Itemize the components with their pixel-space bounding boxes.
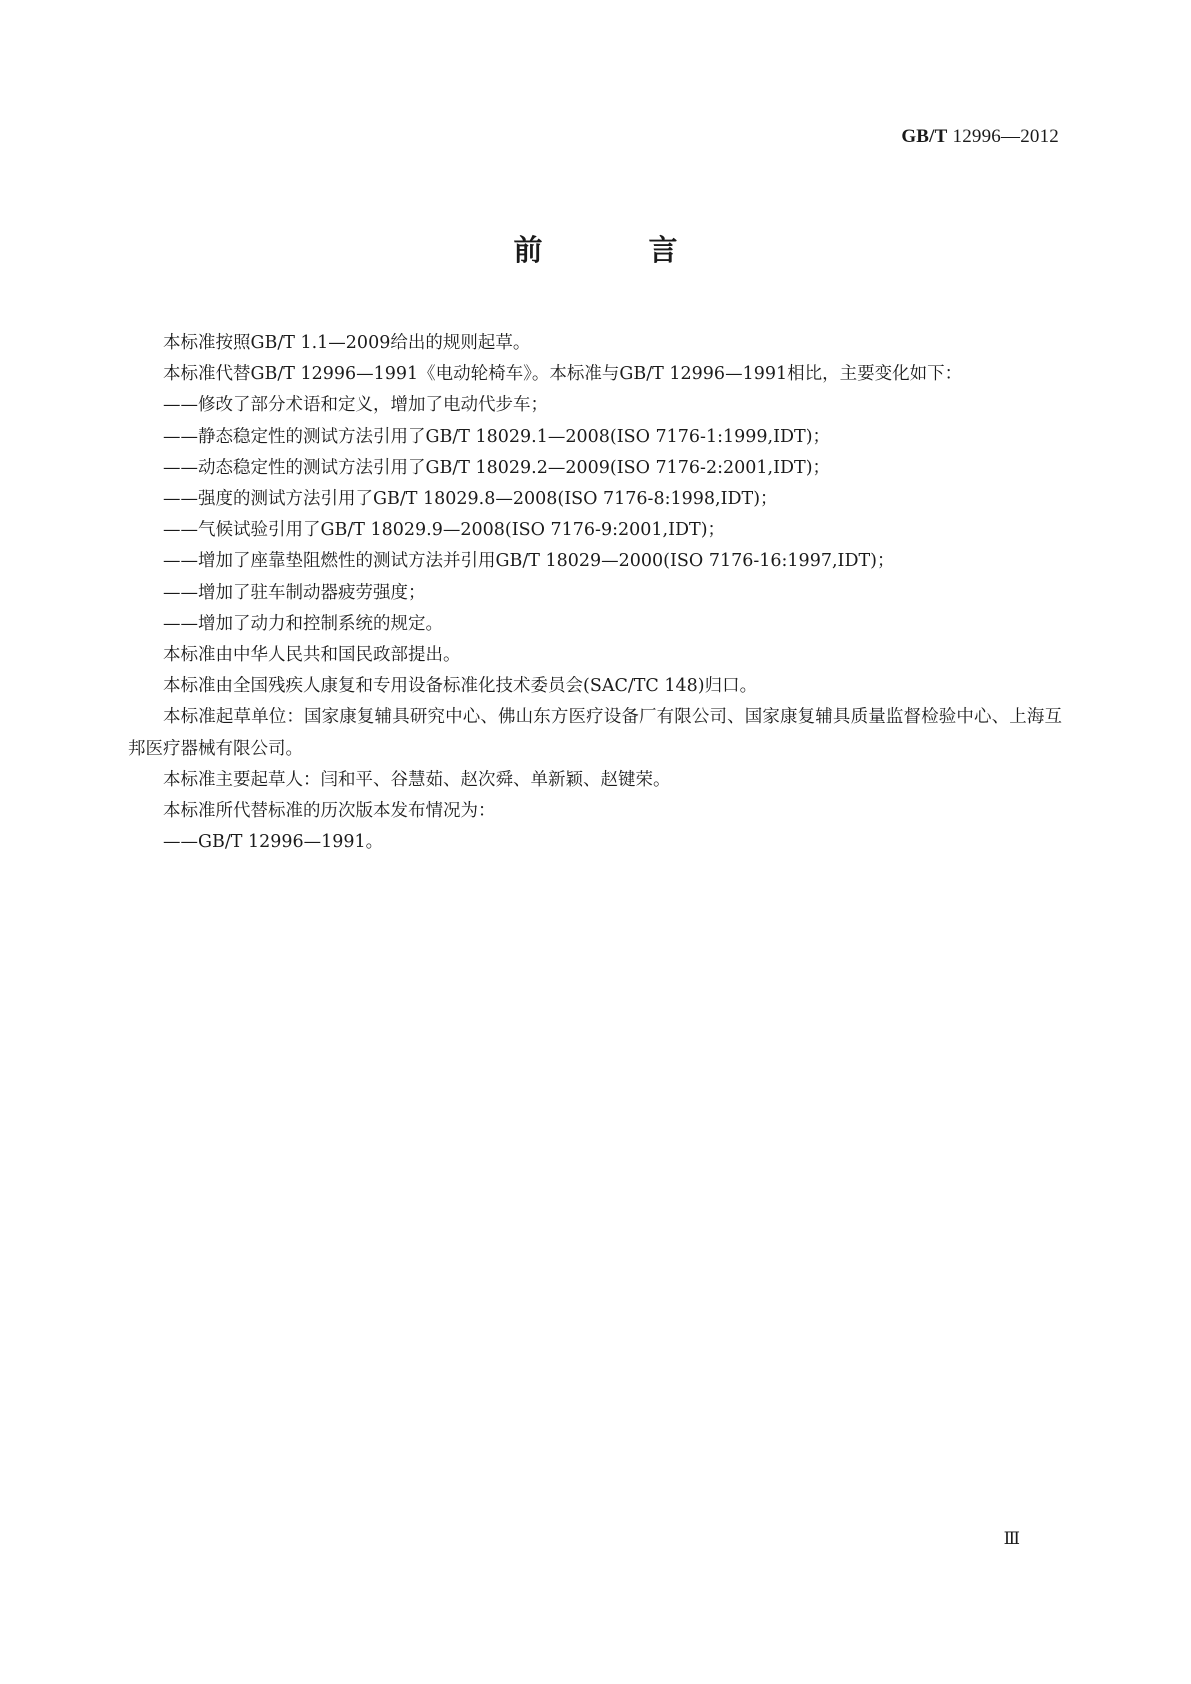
change-item: ——修改了部分术语和定义，增加了电动代步车； (163, 395, 548, 416)
paragraph-proposer: 本标准由中华人民共和国民政部提出。 (163, 645, 461, 666)
change-item: ——动态稳定性的测试方法引用了GB/T 18029.2—2009(ISO 7176-2:2001,IDT)； (163, 457, 831, 478)
standard-prefix: GB/T (901, 126, 948, 147)
change-item: ——静态稳定性的测试方法引用了GB/T 18029.1—2008(ISO 7176-1:1999,IDT)； (163, 426, 831, 447)
standard-number: 12996—2012 (952, 126, 1059, 147)
page-number: Ⅲ (1003, 1529, 1020, 1548)
standard-code-header (901, 126, 1059, 148)
paragraph-committee: 本标准由全国残疾人康复和专用设备标准化技术委员会(SAC/TC 148)归口。 (163, 676, 758, 697)
change-item: ——增加了动力和控制系统的规定。 (163, 613, 443, 634)
history-item: ——GB/T 12996—1991。 (163, 832, 384, 853)
change-item: ——增加了驻车制动器疲劳强度； (163, 582, 426, 603)
change-item: ——增加了座靠垫阻燃性的测试方法并引用GB/T 18029—2000(ISO 7176-16:1997,IDT)； (163, 551, 895, 572)
paragraph-drafting-rules: 本标准按照GB/T 1.1—2009给出的规则起草。 (163, 333, 531, 353)
change-item: ——强度的测试方法引用了GB/T 18029.8—2008(ISO 7176-8:1998,IDT)； (163, 489, 778, 510)
foreword-body (128, 328, 1062, 858)
paragraph-drafters: 本标准主要起草人：闫和平、谷慧茹、赵次舜、单新颖、赵键荣。 (163, 769, 671, 790)
paragraph-replacement: 本标准代替GB/T 12996—1991《电动轮椅车》。本标准与GB/T 12996—1991相比，主要变化如下： (163, 364, 963, 385)
paragraph-history: 本标准所代替标准的历次版本发布情况为： (163, 801, 496, 822)
page-title: 前 言 (513, 233, 726, 267)
change-item: ——气候试验引用了GB/T 18029.9—2008(ISO 7176-9:2001,IDT)； (163, 520, 726, 541)
paragraph-drafting-units: 本标准起草单位：国家康复辅具研究中心、佛山东方医疗设备厂有限公司、国家康复辅具质量监督检验中心、上海互邦医疗器械有限公司。 (128, 707, 1062, 759)
